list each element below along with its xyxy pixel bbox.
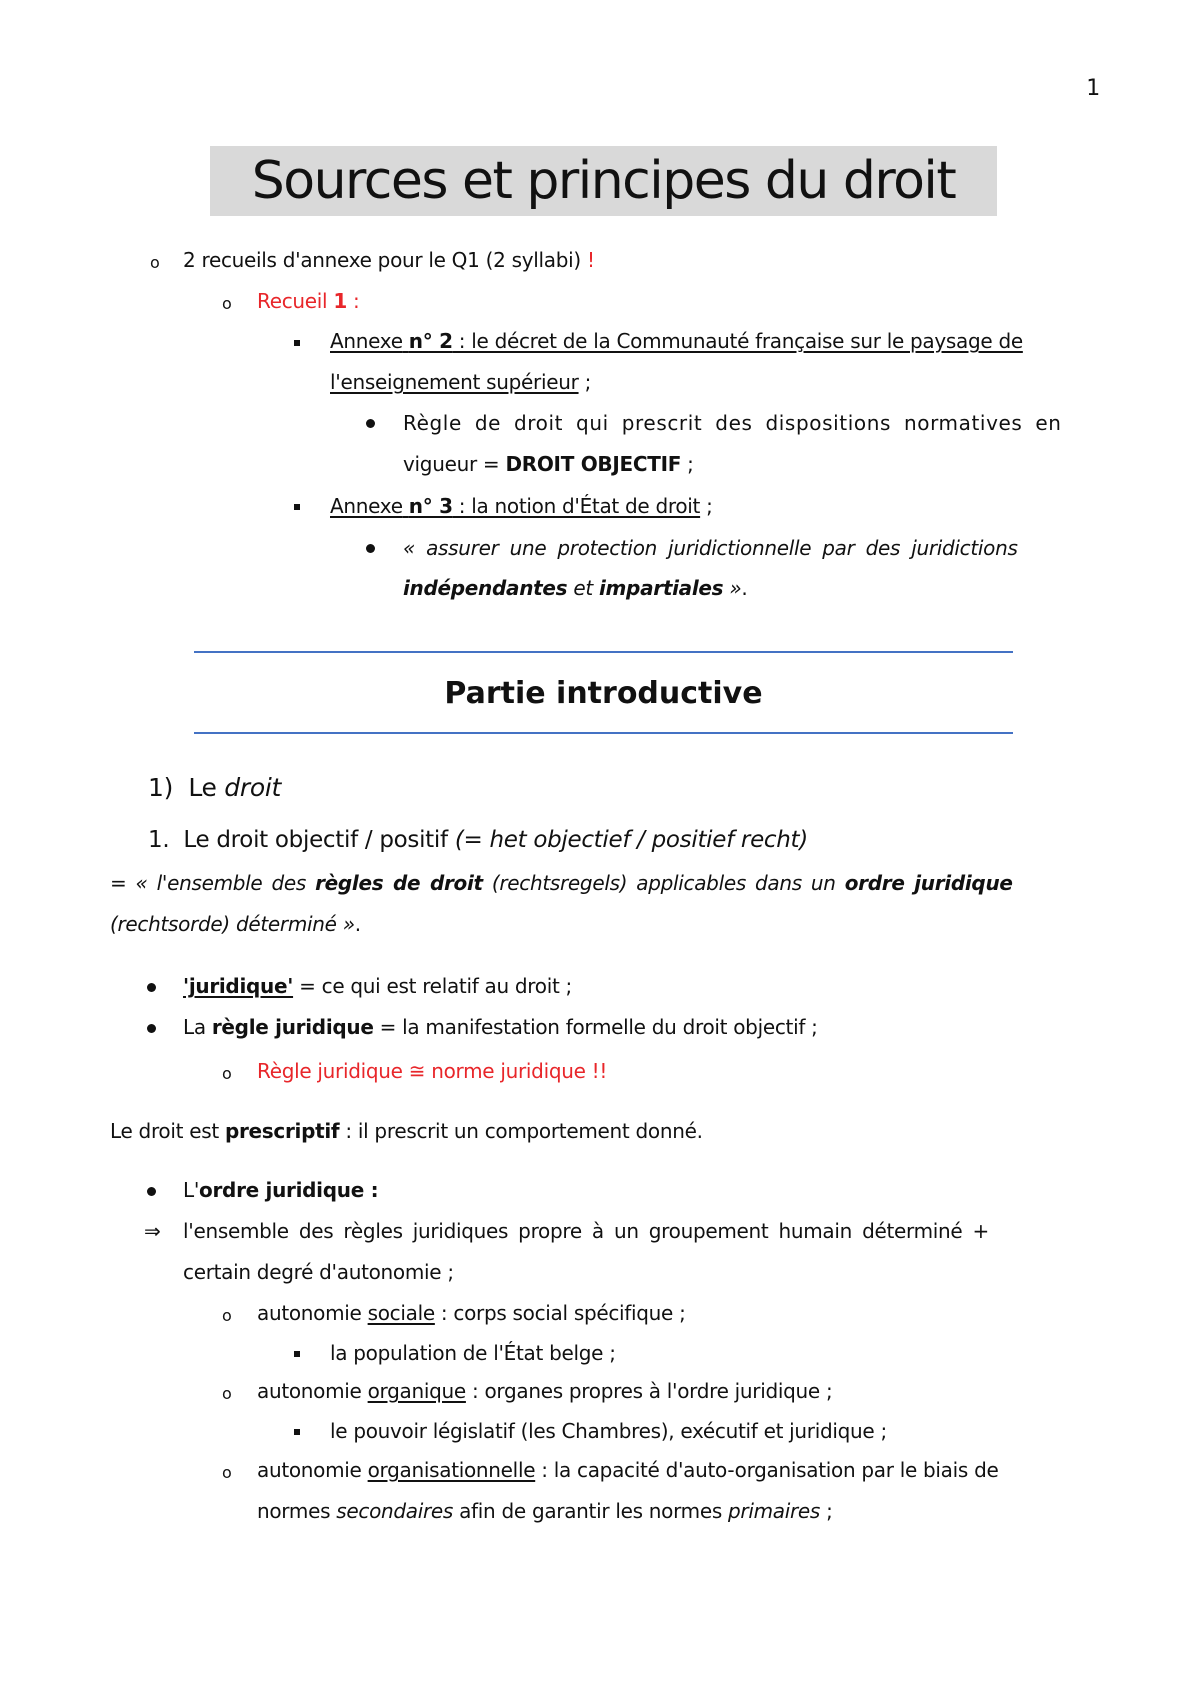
- square-bullet-icon: [294, 340, 300, 346]
- autonomie-organique-detail: le pouvoir législatif (les Chambres), exécutif et juridique ;: [330, 1419, 887, 1443]
- heading-rule-bottom: [194, 732, 1013, 734]
- square-bullet-icon: [294, 504, 300, 510]
- bullet-icon: [366, 419, 375, 428]
- annexe-2-line1: Annexe n° 2 : le décret de la Communauté française sur le paysage de: [330, 329, 1023, 353]
- annexe-2-line2: l'enseignement supérieur ;: [330, 370, 592, 394]
- circle-bullet-icon: o: [222, 1384, 232, 1403]
- autonomie-sociale: autonomie sociale : corps social spécifique ;: [257, 1301, 686, 1325]
- bullet-ordre-juridique: L'ordre juridique :: [183, 1178, 379, 1202]
- autonomie-organisationnelle: autonomie organisationnelle : la capacité d'auto-organisation par le biais de: [257, 1458, 999, 1482]
- quote-line1: « assurer une protection juridictionnelle par des juridictions: [403, 536, 1018, 560]
- quote-line2: indépendantes et impartiales ».: [403, 576, 748, 600]
- bullet-icon: [366, 544, 375, 553]
- square-bullet-icon: [294, 1351, 300, 1357]
- circle-bullet-icon: o: [222, 1463, 232, 1482]
- section-heading: Partie introductive: [444, 676, 763, 711]
- ordre-definition-line1: l'ensemble des règles juridiques propre à un groupement humain déterminé +: [183, 1219, 989, 1243]
- ordre-definition-line2: certain degré d'autonomie ;: [183, 1260, 454, 1284]
- arrow-right-icon: ⇒: [144, 1219, 161, 1243]
- bullet-juridique: 'juridique' = ce qui est relatif au droit ;: [183, 974, 572, 998]
- heading-le-droit: 1) Le droit: [148, 773, 281, 802]
- heading-rule-top: [194, 651, 1013, 653]
- bullet-icon: [147, 983, 156, 992]
- autonomie-organisationnelle-line2: normes secondaires afin de garantir les normes primaires ;: [257, 1499, 833, 1523]
- autonomie-sociale-detail: la population de l'État belge ;: [330, 1341, 616, 1365]
- prescriptif-line: Le droit est prescriptif : il prescrit un comportement donné.: [110, 1119, 703, 1143]
- bullet-regle-juridique: La règle juridique = la manifestation formelle du droit objectif ;: [183, 1015, 818, 1039]
- bullet-icon: [147, 1024, 156, 1033]
- definition-line2: (rechtsorde) déterminé ».: [110, 912, 361, 936]
- circle-bullet-icon: o: [222, 294, 232, 313]
- circle-bullet-icon: o: [222, 1306, 232, 1325]
- page-title: Sources et principes du droit: [210, 146, 997, 216]
- circle-bullet-icon: o: [150, 253, 160, 272]
- circle-bullet-icon: o: [222, 1064, 232, 1083]
- definition-line1: = « l'ensemble des règles de droit (rechtsregels) applicables dans un ordre juridique: [110, 871, 1013, 895]
- annexe-3: Annexe n° 3 : la notion d'État de droit ;: [330, 494, 713, 518]
- bullet-icon: [147, 1187, 156, 1196]
- page-number: 1: [1086, 76, 1100, 101]
- recueil-label: Recueil 1 :: [257, 289, 360, 313]
- heading-droit-objectif: 1. Le droit objectif / positif (= het objectief / positief recht): [148, 827, 808, 853]
- regle-line1: Règle de droit qui prescrit des dispositions normatives en: [403, 411, 1062, 435]
- regle-line2: vigueur = DROIT OBJECTIF ;: [403, 452, 694, 476]
- bullet-norme: Règle juridique ≅ norme juridique !!: [257, 1059, 608, 1083]
- square-bullet-icon: [294, 1429, 300, 1435]
- autonomie-organique: autonomie organique : organes propres à l'ordre juridique ;: [257, 1379, 833, 1403]
- intro-item-recueils: 2 recueils d'annexe pour le Q1 (2 syllabi) !: [183, 248, 595, 272]
